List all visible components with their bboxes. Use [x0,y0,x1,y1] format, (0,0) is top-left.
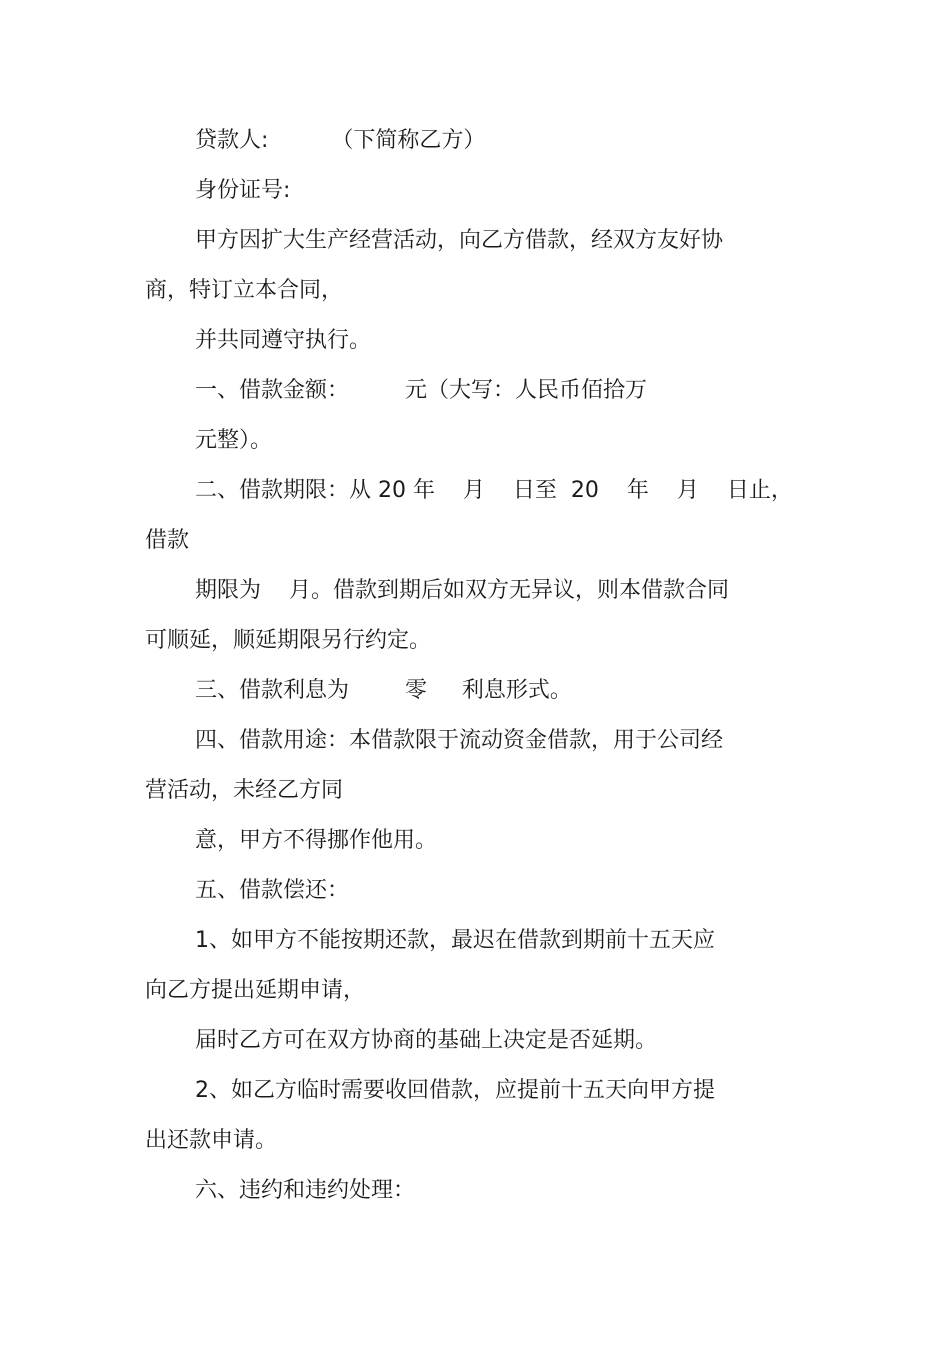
clause-2-line-1: 二、借款期限：从 20 年 月 日至 20 年 月 日止， [195,478,793,503]
clause-1-line-1: 一、借款金额： 元（大写：人民币佰拾万 [195,378,647,403]
clause-5-item-2-line-1: 2、如乙方临时需要收回借款，应提前十五天向甲方提 [195,1078,715,1103]
clause-4-line-2: 营活动，未经乙方同 [145,778,344,803]
clause-5-item-1-line-3: 届时乙方可在双方协商的基础上决定是否延期。 [195,1028,658,1053]
clause-2-line-2: 借款 [145,528,190,553]
lender-line: 贷款人: （下简称乙方） [195,128,486,153]
clause-3-line: 三、借款利息为 零 利息形式。 [195,678,572,703]
id-number-line: 身份证号: [195,178,291,203]
clause-2-line-4: 可顺延，顺延期限另行约定。 [145,628,432,653]
clause-4-line-3: 意，甲方不得挪作他用。 [195,828,438,853]
clause-5-heading: 五、借款偿还： [195,878,350,903]
clause-5-item-2-line-2: 出还款申请。 [145,1128,278,1153]
clause-4-line-1: 四、借款用途：本借款限于流动资金借款，用于公司经 [195,728,724,753]
preamble-line-1: 甲方因扩大生产经营活动，向乙方借款，经双方友好协 [195,228,724,253]
clause-2-line-3: 期限为 月。借款到期后如双方无异议，则本借款合同 [195,578,729,603]
preamble-line-2: 商，特订立本合同， [145,278,344,303]
clause-6-heading: 六、违约和违约处理： [195,1178,416,1203]
clause-5-item-1-line-1: 1、如甲方不能按期还款，最迟在借款到期前十五天应 [195,928,715,953]
preamble-line-3: 并共同遵守执行。 [195,328,372,353]
clause-5-item-1-line-2: 向乙方提出延期申请， [145,978,366,1003]
clause-1-line-2: 元整）。 [195,428,273,453]
